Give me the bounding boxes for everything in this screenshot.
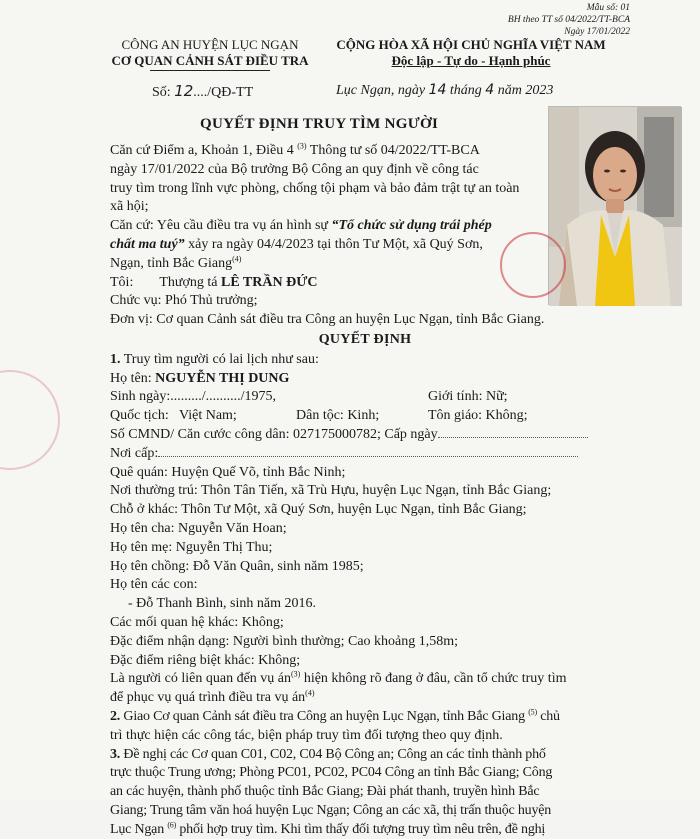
doc-no-prefix: Số: bbox=[152, 85, 171, 100]
person-name: NGUYỄN THỊ DUNG bbox=[155, 370, 290, 386]
basis-line3: truy tìm trong lĩnh vực phòng, chống tội phạm và bảo đảm trật tự an toàn bbox=[110, 180, 520, 196]
reason-sup: (3) bbox=[291, 669, 301, 679]
item1-number: 1. bbox=[110, 351, 121, 367]
reason-b: hiện không rõ đang ở đâu, cần tổ chức truy tìm bbox=[300, 671, 567, 687]
basis-line7-text: Ngạn, tỉnh Bắc Giang bbox=[110, 255, 233, 271]
special-features: Đặc điểm riêng biệt khác: Không; bbox=[110, 652, 301, 668]
person-other-place: Chỗ ở khác: Thôn Tư Một, xã Quý Sơn, huyện Lục Ngạn, tỉnh Bắc Giang; bbox=[110, 502, 527, 518]
person-father: Họ tên cha: Nguyễn Văn Hoan; bbox=[110, 520, 287, 536]
decision-heading: QUYẾT ĐỊNH bbox=[318, 331, 412, 347]
officer-unit: Đơn vị: Cơ quan Cảnh sát điều tra Công an huyện Lục Ngạn, tỉnh Bắc Giang. bbox=[110, 312, 545, 328]
decision-item2-line2: trì thực hiện các công tác, biện pháp truy tìm đối tượng theo quy định. bbox=[110, 727, 503, 743]
date-month-label: tháng bbox=[449, 83, 482, 98]
person-mother: Họ tên mẹ: Nguyễn Thị Thu; bbox=[110, 539, 273, 555]
child-1: - Đỗ Thanh Bình, sinh năm 2016. bbox=[128, 596, 316, 612]
dob-gender-row bbox=[110, 388, 630, 407]
decision-item3-line2: trực thuộc Trung ương; Phòng PC01, PC02, PC04 Công an tỉnh Bắc Giang; Công bbox=[110, 765, 553, 781]
item2-sup: (5) bbox=[528, 707, 537, 717]
basis-line1-text: Căn cứ Điểm a, Khoản 1, Điều 4 bbox=[110, 143, 294, 158]
national-line1: CỘNG HÒA XÃ HỘI CHỦ NGHĨA VIỆT NAM bbox=[336, 37, 606, 52]
doc-no-dots: .... bbox=[193, 85, 208, 100]
item3-e: Lục Ngạn bbox=[110, 821, 164, 837]
case-name-part2: chất ma tuý” bbox=[110, 236, 185, 252]
reason-line2 bbox=[110, 689, 630, 708]
case-name-part1: “Tổ chức sử dụng trái phép bbox=[331, 218, 492, 234]
item2-a: Giao Cơ quan Cảnh sát điều tra Công an huyện Lục Ngạn, tỉnh Bắc Giang bbox=[120, 708, 525, 724]
basis-line1-sup: (3) bbox=[297, 141, 307, 151]
basis-line5a: Căn cứ: Yêu cầu điều tra vụ án hình sự bbox=[110, 218, 332, 234]
issued-place-line bbox=[110, 445, 630, 464]
item3-a: Đề nghị các Cơ quan C01, C02, C04 Bộ Công an; Công an các tỉnh thành phố bbox=[120, 746, 546, 762]
item1-text: Truy tìm người có lai lịch như sau: bbox=[120, 351, 319, 367]
form-number bbox=[508, 2, 630, 38]
person-name-line bbox=[110, 370, 630, 389]
item2-number: 2. bbox=[110, 708, 121, 724]
issuer-rule bbox=[150, 70, 270, 71]
date-day: 14 bbox=[428, 82, 447, 98]
officer-line bbox=[110, 274, 630, 293]
person-husband: Họ tên chồng: Đỗ Văn Quân, sinh năm 1985; bbox=[110, 558, 364, 574]
identifying-features: Đặc điểm nhận dạng: Người bình thường; Cao khoảng 1,58m; bbox=[110, 633, 459, 649]
person-ethnicity: Dân tộc: Kinh; bbox=[296, 408, 380, 424]
document-number bbox=[152, 82, 253, 101]
id-line bbox=[110, 426, 630, 445]
decision-item1 bbox=[110, 351, 630, 370]
decision-item3-line1 bbox=[110, 746, 630, 765]
basis-line6 bbox=[110, 236, 630, 255]
issued-place-label: Nơi cấp: bbox=[110, 445, 159, 461]
officer-name: LÊ TRẦN ĐỨC bbox=[221, 274, 318, 290]
basis-line7-sup: (4) bbox=[232, 254, 242, 264]
document-title: QUYẾT ĐỊNH TRUY TÌM NGƯỜI bbox=[200, 116, 439, 132]
date-place: Lục Ngạn, ngày bbox=[336, 83, 426, 98]
basis-line5 bbox=[110, 217, 630, 236]
decision-item3-line3: an các huyện, thành phố thuộc tỉnh Bắc Giang; Đài phát thanh, truyền hình Bắc bbox=[110, 784, 540, 800]
decision-item2-line1 bbox=[110, 708, 630, 727]
date-year: năm 2023 bbox=[497, 83, 554, 98]
basis-line1 bbox=[110, 142, 630, 161]
doc-no-value: 12 bbox=[174, 82, 194, 100]
item2-b: chủ bbox=[536, 708, 560, 724]
basis-line2: ngày 17/01/2022 của Bộ trưởng Bộ Công an quy định về công tác bbox=[110, 161, 479, 177]
person-name-label: Họ tên: bbox=[110, 370, 156, 386]
person-id: Số CMND/ Căn cước công dân: 027175000782; Cấp ngày bbox=[110, 426, 438, 442]
issuer-line2: CƠ QUAN CẢNH SÁT ĐIỀU TRA bbox=[111, 53, 309, 68]
decision-item3-line5 bbox=[110, 821, 630, 839]
item3-f: phối hợp truy tìm. Khi tìm thấy đối tượng truy tìm nêu trên, đề nghị bbox=[176, 821, 546, 837]
officer-label: Tôi: bbox=[110, 274, 134, 290]
form-number-line1: Mẫu số: 01 bbox=[586, 3, 630, 13]
issued-place-blank bbox=[158, 456, 578, 457]
basis-line7 bbox=[110, 255, 630, 274]
form-number-line2: BH theo TT số 04/2022/TT-BCA bbox=[507, 15, 630, 25]
officer-rank: Thượng tá bbox=[159, 274, 218, 290]
reason-line1 bbox=[110, 670, 630, 689]
officer-position: Chức vụ: Phó Thủ trưởng; bbox=[110, 293, 258, 309]
person-religion: Tôn giáo: Không; bbox=[428, 408, 528, 424]
nationality-row bbox=[110, 407, 630, 426]
item3-sup: (6) bbox=[167, 820, 177, 830]
date-month: 4 bbox=[485, 82, 495, 98]
person-nationality: Quốc tịch: Việt Nam; bbox=[110, 408, 237, 424]
basis-line1b-text: Thông tư số 04/2022/TT-BCA bbox=[306, 143, 480, 158]
reason-sup2: (4) bbox=[305, 688, 315, 698]
issuer-header bbox=[100, 37, 320, 71]
form-number-line3: Ngày 17/01/2022 bbox=[564, 27, 630, 37]
person-gender: Giới tính: Nữ; bbox=[428, 389, 508, 405]
doc-no-suffix: /QĐ-TT bbox=[207, 85, 254, 100]
national-header bbox=[326, 37, 616, 69]
item3-number: 3. bbox=[110, 746, 121, 762]
basis-line6b: xảy ra ngày 04/4/2023 tại thôn Tư Một, xã Quý Sơn, bbox=[184, 236, 483, 252]
person-dob: Sinh ngày:........./........../1975, bbox=[110, 389, 277, 405]
date-line bbox=[336, 82, 553, 99]
national-motto: Độc lập - Tự do - Hạnh phúc bbox=[391, 53, 551, 68]
decision-item3-line4: Giang; Trung tâm văn hoá huyện Lục Ngạn; Công an các xã, thị trấn thuộc huyện bbox=[110, 802, 552, 818]
children-label: Họ tên các con: bbox=[110, 577, 198, 593]
other-relations: Các mối quan hệ khác: Không; bbox=[110, 614, 284, 630]
issuer-line1: CÔNG AN HUYỆN LỤC NGẠN bbox=[121, 37, 299, 52]
official-seal-mark-2 bbox=[0, 370, 60, 470]
reason-a: Là người có liên quan đến vụ án bbox=[110, 671, 291, 687]
reason-c: để phục vụ quá trình điều tra vụ án bbox=[110, 690, 306, 706]
issue-date-blank bbox=[438, 437, 588, 438]
basis-line4: xã hội; bbox=[110, 199, 149, 215]
document-body bbox=[110, 142, 630, 839]
person-residence: Nơi thường trú: Thôn Tân Tiến, xã Trù Hựu, huyện Lục Ngạn, tỉnh Bắc Giang; bbox=[110, 483, 552, 499]
person-hometown: Quê quán: Huyện Quế Võ, tỉnh Bắc Ninh; bbox=[110, 464, 346, 480]
